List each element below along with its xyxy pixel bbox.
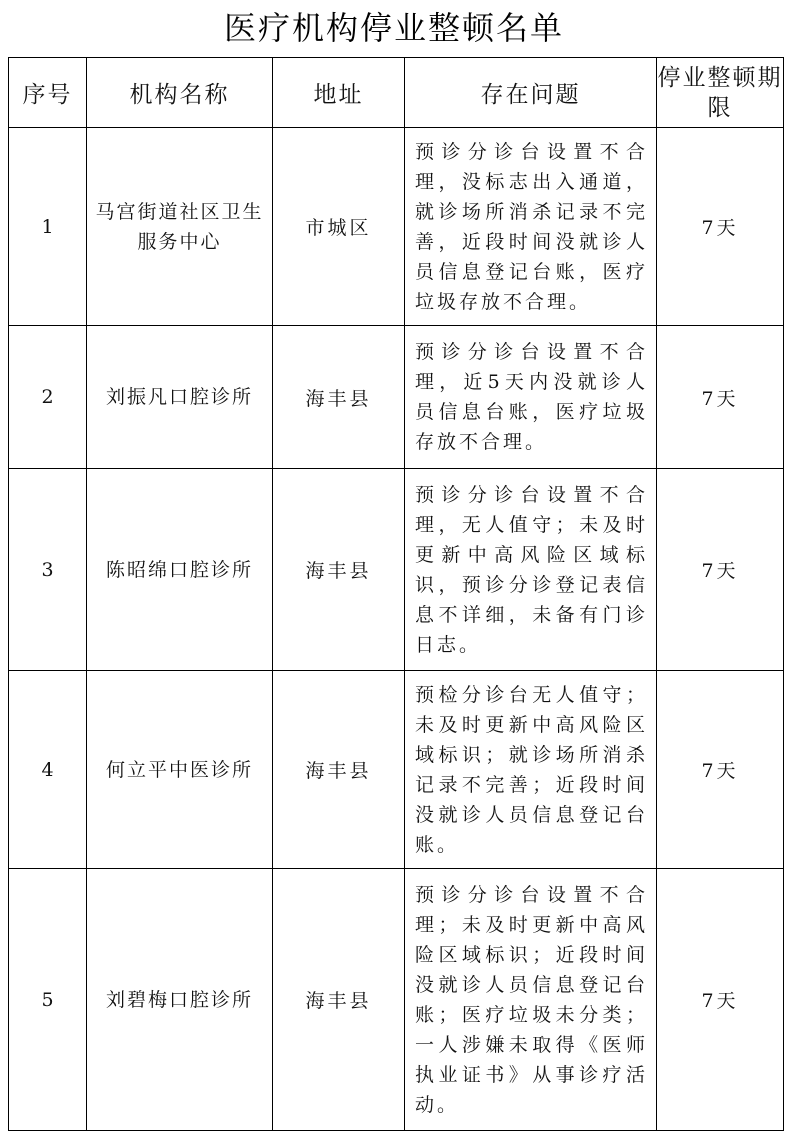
table-row: [9, 671, 784, 869]
table-row: [9, 128, 784, 326]
row-name: 马宫街道社区卫生服务中心: [87, 128, 273, 326]
suspension-table: [8, 57, 784, 1131]
header-address: 地址: [273, 58, 405, 128]
row-limit: 7天: [657, 671, 784, 869]
row-name: 陈昭绵口腔诊所: [87, 469, 273, 671]
row-limit: 7天: [657, 128, 784, 326]
row-index: 1: [9, 128, 87, 326]
row-problems: 预检分诊台无人值守；未及时更新中高风险区域标识；就诊场所消杀记录不完善；近段时间没就诊人员信息登记台账。: [405, 671, 657, 869]
table-row: [9, 869, 784, 1131]
row-index: 5: [9, 869, 87, 1131]
row-index: 4: [9, 671, 87, 869]
row-name: 何立平中医诊所: [87, 671, 273, 869]
header-problems: 存在问题: [405, 58, 657, 128]
table-header-row: [9, 58, 784, 128]
row-problems: 预诊分诊台设置不合理，无人值守；未及时更新中高风险区域标识，预诊分诊登记表信息不详细，未备有门诊日志。: [405, 469, 657, 671]
table-row: [9, 326, 784, 469]
row-index: 3: [9, 469, 87, 671]
row-address: 海丰县: [273, 671, 405, 869]
table-row: [9, 469, 784, 671]
row-address: 市城区: [273, 128, 405, 326]
row-problems: 预诊分诊台设置不合理，没标志出入通道，就诊场所消杀记录不完善，近段时间没就诊人员信息登记台账，医疗垃圾存放不合理。: [405, 128, 657, 326]
header-index: 序号: [9, 58, 87, 128]
row-address: 海丰县: [273, 326, 405, 469]
row-limit: 7天: [657, 869, 784, 1131]
row-problems: 预诊分诊台设置不合理，近5天内没就诊人员信息台账，医疗垃圾存放不合理。: [405, 326, 657, 469]
header-limit: 停业整顿期限: [657, 58, 784, 128]
header-name: 机构名称: [87, 58, 273, 128]
row-address: 海丰县: [273, 469, 405, 671]
row-limit: 7天: [657, 326, 784, 469]
row-name: 刘振凡口腔诊所: [87, 326, 273, 469]
page-title: 医疗机构停业整顿名单: [223, 9, 564, 47]
row-index: 2: [9, 326, 87, 469]
row-problems: 预诊分诊台设置不合理；未及时更新中高风险区域标识；近段时间没就诊人员信息登记台账；医疗垃圾未分类；一人涉嫌未取得《医师执业证书》从事诊疗活动。: [405, 869, 657, 1131]
row-name: 刘碧梅口腔诊所: [87, 869, 273, 1131]
row-address: 海丰县: [273, 869, 405, 1131]
row-limit: 7天: [657, 469, 784, 671]
